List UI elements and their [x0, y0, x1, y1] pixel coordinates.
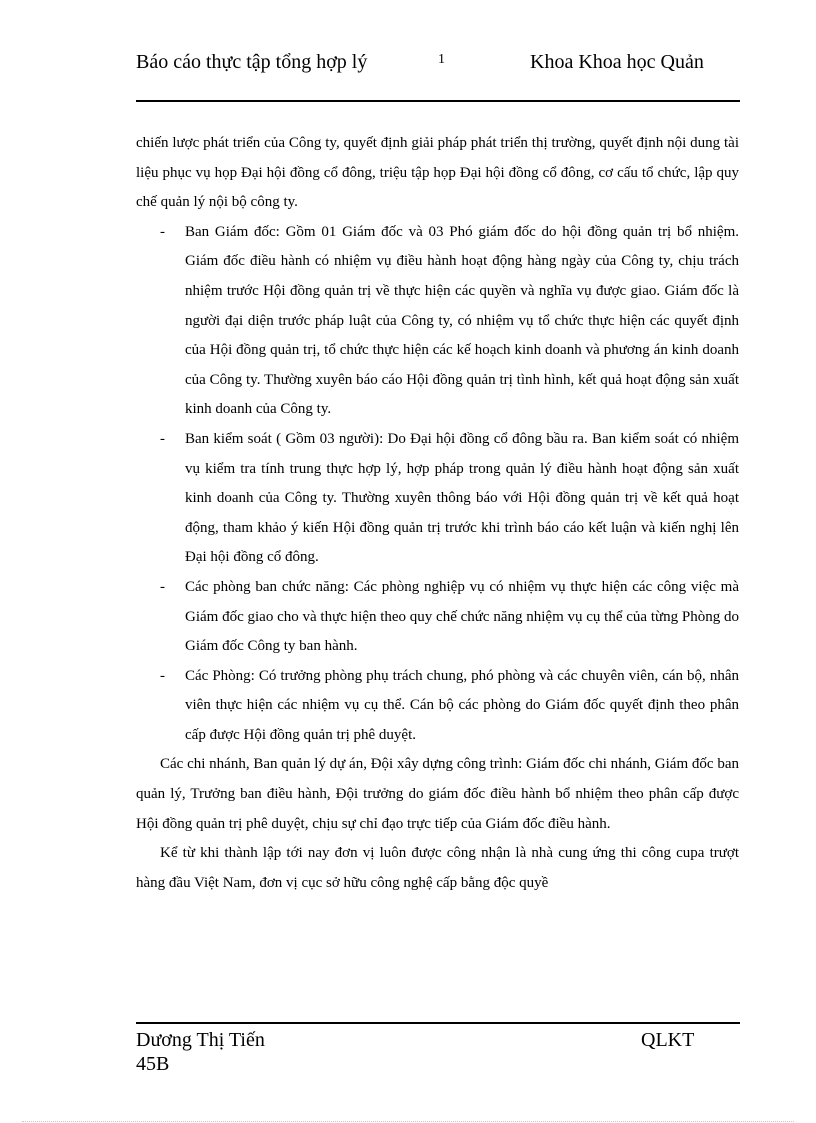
bullet-marker: - [160, 430, 165, 447]
document-body [136, 129, 739, 898]
bullet-text-supervisory-board: Ban kiểm soát ( Gồm 03 người): Do Đại hội đồng cổ đông bầu ra. Ban kiểm soát có nhiệm vụ kiểm tra tính trung thực hợp lý, hợp pháp trong quản lý điều hành hoạt động sản xuất kinh doanh của Công ty. Thường xuyên thông báo với Hội đồng quản trị về kết quả hoạt động, tham khảo ý kiến Hội đồng quản trị trước khi trình báo cáo kết luận và kiến nghị lên Đại hội đồng cổ đông. [185, 430, 739, 566]
bullet-marker: - [160, 667, 165, 684]
page-header [136, 50, 740, 102]
list-item [136, 218, 739, 425]
branches-paragraph: Các chi nhánh, Ban quản lý dự án, Đội xây dựng công trình: Giám đốc chi nhánh, Giám đốc ban quản lý, Trưởng ban điều hành, Đội trưởng do giám đốc điều hành bổ nhiệm theo phân cấp được Hội đồng quản trị phê duyệt, chịu sự chỉ đạo trực tiếp của Giám đốc điều hành. [136, 756, 739, 832]
header-faculty: Khoa Khoa học Quản [530, 51, 704, 73]
bullet-text-functional-departments: Các phòng ban chức năng: Các phòng nghiệp vụ có nhiệm vụ thực hiện các công việc mà Giám đốc giao cho và thực hiện theo quy chế chức năng nhiệm vụ cụ thể của từng Phòng do Giám đốc Công ty ban hành. [185, 578, 739, 655]
bullet-marker: - [160, 578, 165, 595]
intro-paragraph: chiến lược phát triển của Công ty, quyết định giải pháp phát triển thị trường, quyết định nội dung tài liệu phục vụ họp Đại hội đồng cổ đông, triệu tập họp Đại hội đồng cổ đông, cơ cấu tổ chức, lập quy chế quản lý nội bộ công ty. [136, 135, 739, 211]
page-number: 1 [438, 52, 445, 67]
since-founding-paragraph: Kể từ khi thành lập tới nay đơn vị luôn được công nhận là nhà cung ứng thi công cupa trượt hàng đầu Việt Nam, đơn vị cục sở hữu công nghệ cấp bằng độc quyề [136, 845, 739, 891]
footer-author: Dương Thị Tiến 45B [136, 1029, 265, 1075]
bullet-text-board-of-directors: Ban Giám đốc: Gồm 01 Giám đốc và 03 Phó giám đốc do hội đồng quản trị bổ nhiệm. Giám đốc điều hành có nhiệm vụ điều hành hoạt động hàng ngày của Công ty, chịu trách nhiệm trước Hội đồng quản trị về thực hiện các quyền và nghĩa vụ được giao. Giám đốc là người đại diện trước pháp luật của Công ty, có nhiệm vụ tổ chức thực hiện các quyết định của Hội đồng quản trị, tổ chức thực hiện các kế hoạch kinh doanh và phương án kinh doanh của Công ty. Thường xuyên báo cáo Hội đồng quản trị tình hình, kết quả hoạt động sản xuất kinh doanh của Công ty. [185, 223, 739, 418]
bullet-marker: - [160, 223, 165, 240]
page-boundary [22, 1121, 794, 1122]
footer-class: QLKT [641, 1029, 695, 1051]
bullet-text-departments: Các Phòng: Có trưởng phòng phụ trách chung, phó phòng và các chuyên viên, cán bộ, nhân viên thực hiện các nhiệm vụ cụ thể. Cán bộ các phòng do Giám đốc quyết định theo phân cấp được Hội đồng quản trị phê duyệt. [185, 667, 739, 743]
page-footer [136, 1022, 740, 1084]
list-item [136, 573, 739, 662]
list-item [136, 425, 739, 573]
list-item [136, 662, 739, 751]
header-report-title: Báo cáo thực tập tổng hợp lý [136, 51, 368, 73]
